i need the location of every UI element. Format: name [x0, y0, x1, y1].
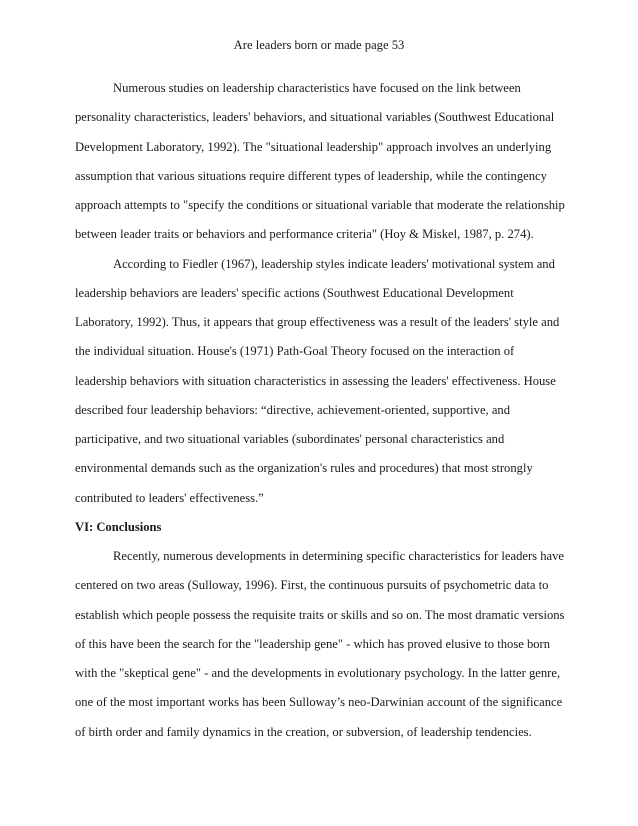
text-line: with the "skeptical gene" - and the developments in evolutionary psychology. In the latter genre,	[75, 666, 561, 680]
body-text	[75, 74, 565, 747]
text-line: described four leadership behaviors: “directive, achievement-oriented, supportive, and	[75, 402, 511, 417]
text-line: leadership behaviors with situation characteristics in assessing the leaders' effectiveness. House	[75, 373, 556, 388]
text-line: establish which people possess the requisite traits or skills and so on. The most dramatic versions	[75, 607, 565, 622]
text-line: Development Laboratory, 1992). The "situational leadership" approach involves an underlying	[75, 139, 552, 154]
text-line: contributed to leaders' effectiveness.”	[75, 490, 264, 505]
paragraph-3	[75, 542, 565, 747]
text-line: of this have been the search for the "leadership gene" - which has proved elusive to those born	[75, 636, 551, 651]
text-line: According to Fiedler (1967), leadership styles indicate leaders' motivational system and	[113, 256, 555, 271]
text-line: the individual situation. House's (1971) Path-Goal Theory focused on the interaction of	[75, 344, 515, 359]
text-line: approach attempts to "specify the conditions or situational variable that moderate the relationship	[75, 198, 565, 212]
paragraph-1	[75, 74, 565, 250]
text-line: leadership behaviors are leaders' specific actions (Southwest Educational Development	[75, 285, 514, 300]
text-line: Laboratory, 1992). Thus, it appears that group effectiveness was a result of the leaders' style and	[75, 315, 560, 329]
text-line: centered on two areas (Sulloway, 1996). First, the continuous pursuits of psychometric data to	[75, 578, 549, 593]
text-line: one of the most important works has been Sulloway’s neo-Darwinian account of the significance	[75, 695, 563, 710]
text-line: Recently, numerous developments in determining specific characteristics for leaders have	[113, 549, 564, 563]
text-line: participative, and two situational variables (subordinates' personal characteristics and	[75, 432, 505, 446]
section-heading: VI: Conclusions	[75, 519, 162, 534]
text-line: assumption that various situations require different types of leadership, while the contingency	[75, 168, 547, 183]
text-line: personality characteristics, leaders' behaviors, and situational variables (Southwest Educational	[75, 110, 555, 125]
paragraph-2	[75, 250, 565, 513]
text-line: Numerous studies on leadership characteristics have focused on the link between	[113, 81, 521, 95]
running-head: Are leaders born or made page 53	[233, 38, 405, 52]
text-line: environmental demands such as the organization's rules and procedures) that most strongly	[75, 461, 533, 476]
text-line: between leader traits or behaviors and performance criteria" (Hoy & Miskel, 1987, p. 274).	[75, 227, 534, 242]
text-line: of birth order and family dynamics in the creation, or subversion, of leadership tendencies.	[75, 724, 532, 739]
